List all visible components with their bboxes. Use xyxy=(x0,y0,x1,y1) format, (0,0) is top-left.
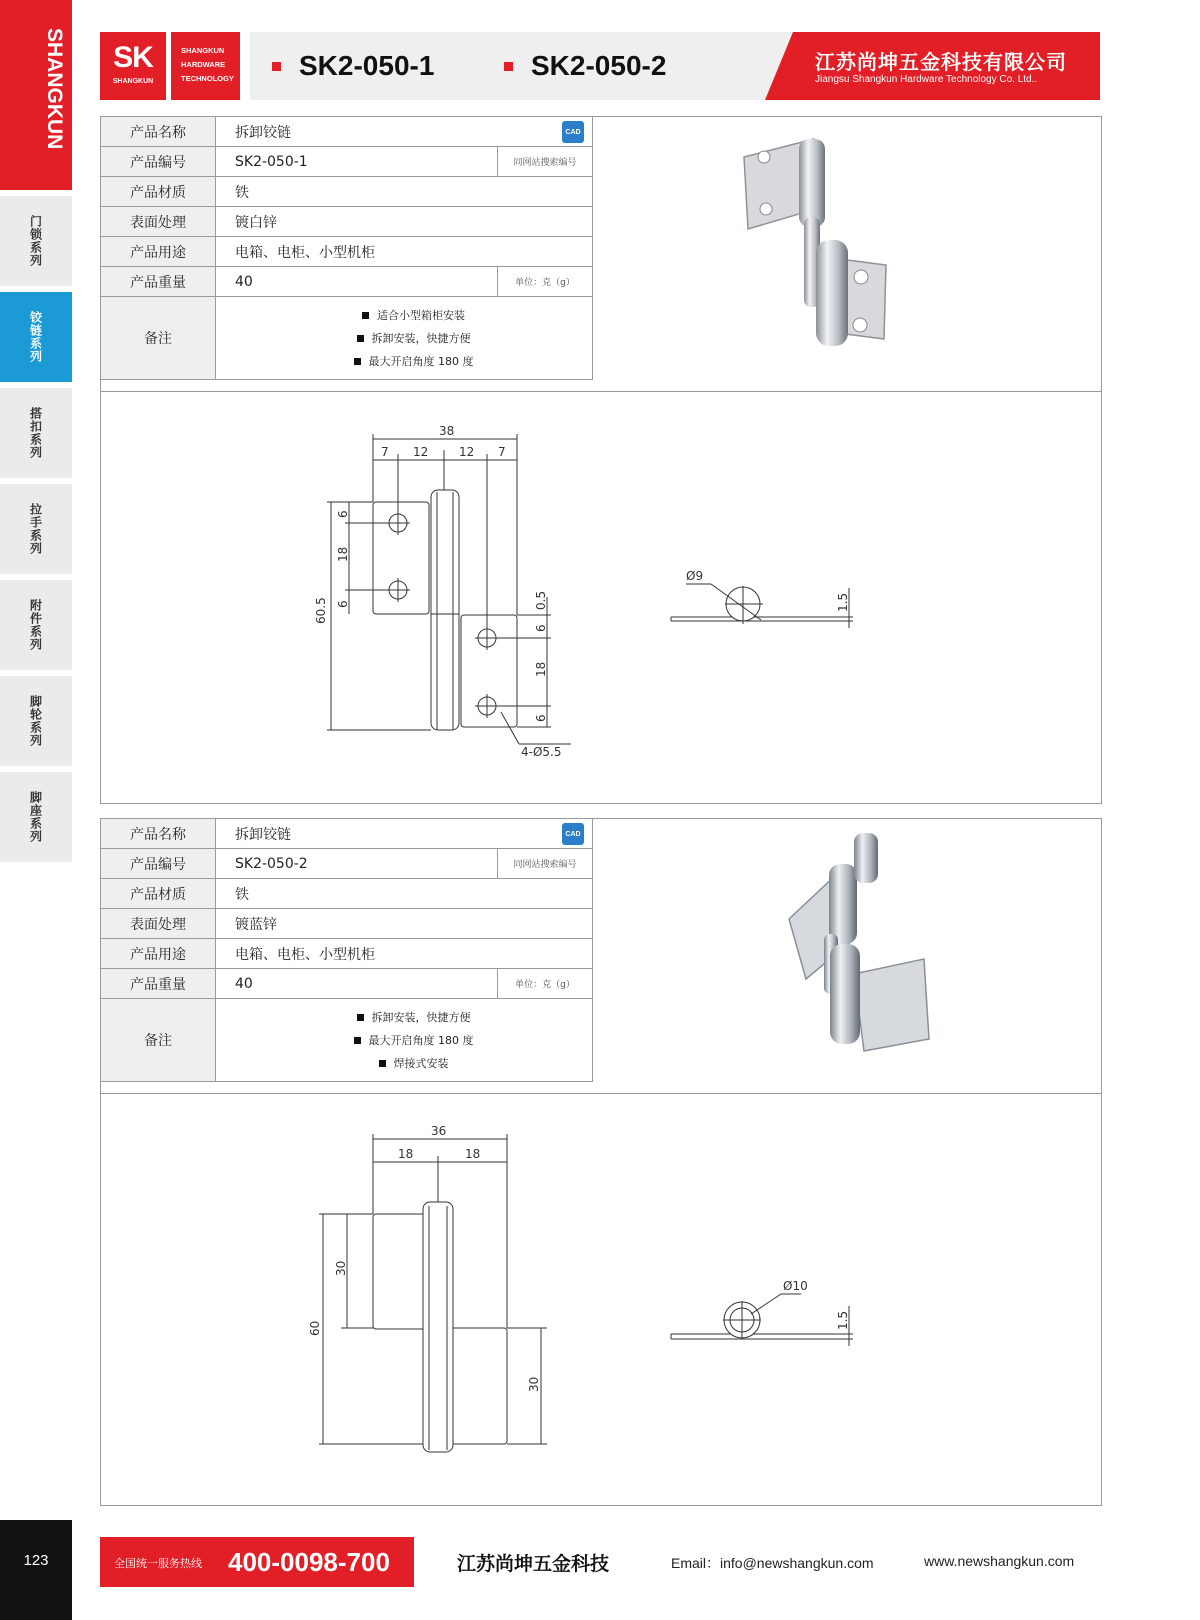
spec-key: 产品用途 xyxy=(101,939,216,968)
spec-value: 拆卸铰链 CAD xyxy=(216,819,592,848)
spec-key: 产品用途 xyxy=(101,237,216,266)
spec-row xyxy=(101,237,592,267)
sidebar-item-door-locks[interactable] xyxy=(0,196,72,286)
bullet-square-icon xyxy=(354,358,361,365)
spec-value: 40 xyxy=(235,273,253,290)
sidebar-item-label: 搭扣系列 xyxy=(28,407,43,459)
spec-value: 电箱、电柜、小型机柜 xyxy=(235,946,375,963)
hinge-photo-illustration xyxy=(594,117,1101,391)
sidebar-item-label: 附件系列 xyxy=(28,599,43,651)
dim-label: 1.5 xyxy=(836,1310,850,1330)
dim-label: 4-Ø5.5 xyxy=(521,745,562,759)
footer-company: 江苏尚坤五金科技 xyxy=(457,1553,610,1575)
spec-key: 备注 xyxy=(101,999,216,1081)
logo-line: TECHNOLOGY xyxy=(181,74,234,83)
dim-label: 30 xyxy=(334,1260,348,1276)
sidebar-item-label: 铰链系列 xyxy=(28,311,43,363)
dim-label: 6 xyxy=(336,510,350,518)
dim-label: 12 xyxy=(459,445,475,459)
notes-list xyxy=(216,297,592,379)
company-name-en: Jiangsu Shangkun Hardware Technology Co. Ltd.. xyxy=(815,74,1038,85)
sidebar-item-label: 脚座系列 xyxy=(28,791,43,843)
note-item: 最大开启角度 180 度 xyxy=(354,353,474,369)
spec-value: 镀白锌 xyxy=(235,214,277,231)
bullet-square-icon xyxy=(354,1037,361,1044)
spec-key: 产品名称 xyxy=(101,819,216,848)
bullet-square-icon xyxy=(272,62,281,71)
spec-row xyxy=(101,939,592,969)
sidebar-brand xyxy=(0,0,72,190)
dim-label: 18 xyxy=(534,661,548,677)
dim-label: Ø10 xyxy=(783,1279,808,1293)
dim-label: 12 xyxy=(413,445,429,459)
hinge-photo-illustration xyxy=(594,819,1101,1093)
bullet-square-icon xyxy=(357,335,364,342)
spec-row xyxy=(101,207,592,237)
spec-row xyxy=(101,267,592,297)
spec-row-notes xyxy=(101,297,592,379)
note-item: 拆卸安装，快捷方便 xyxy=(357,330,471,346)
spec-value: 40 xyxy=(235,975,253,992)
spec-key: 产品重量 xyxy=(101,267,216,296)
spec-key: 产品编号 xyxy=(101,147,216,176)
spec-aux: 单位：克（g） xyxy=(497,969,592,998)
dim-label: 60.5 xyxy=(314,597,328,624)
note-item: 最大开启角度 180 度 xyxy=(354,1032,474,1048)
sidebar-item-casters[interactable] xyxy=(0,676,72,766)
spec-value: 拆卸铰链 CAD xyxy=(216,117,592,146)
note-item: 拆卸安装，快捷方便 xyxy=(357,1009,471,1025)
product-code-heading: SK2-050-2 xyxy=(504,50,666,82)
page-number: 123 xyxy=(0,1520,72,1620)
sidebar-item-feet[interactable] xyxy=(0,772,72,862)
cad-download-icon[interactable]: CAD xyxy=(562,823,584,845)
bullet-square-icon xyxy=(379,1060,386,1067)
spec-value: 镀蓝锌 xyxy=(235,916,277,933)
logo-line: HARDWARE xyxy=(181,60,226,69)
spec-key: 表面处理 xyxy=(101,909,216,938)
cad-download-icon[interactable]: CAD xyxy=(562,121,584,143)
sidebar-item-label: 脚轮系列 xyxy=(28,695,43,747)
dim-label: 7 xyxy=(381,445,389,459)
dim-label: 36 xyxy=(431,1124,447,1138)
spec-table xyxy=(101,819,593,1082)
dim-label: 1.5 xyxy=(836,592,850,612)
note-item: 适合小型箱柜安装 xyxy=(362,307,465,323)
product-block-2 xyxy=(100,818,1102,1506)
hotline-label: 全国统一服务热线 xyxy=(114,1557,202,1570)
spec-value: SK2-050-2 xyxy=(235,855,308,872)
spec-row xyxy=(101,147,592,177)
dim-label: 6 xyxy=(336,600,350,608)
spec-key: 备注 xyxy=(101,297,216,379)
sidebar-item-label: 门锁系列 xyxy=(28,215,43,267)
drawing-svg xyxy=(101,392,1101,804)
spec-row xyxy=(101,849,592,879)
logo-mark: SK xyxy=(113,41,153,74)
spec-key: 产品重量 xyxy=(101,969,216,998)
product-code-heading: SK2-050-1 xyxy=(272,50,434,82)
dim-label: Ø9 xyxy=(686,569,704,583)
spec-value: SK2-050-1 xyxy=(235,153,308,170)
note-item: 焊接式安装 xyxy=(379,1055,449,1071)
sidebar-item-handles[interactable] xyxy=(0,484,72,574)
spec-value: 电箱、电柜、小型机柜 xyxy=(235,244,375,261)
sidebar-item-hasps[interactable] xyxy=(0,388,72,478)
spec-value: 铁 xyxy=(235,184,249,201)
dim-label: 6 xyxy=(534,624,548,632)
dim-label: 38 xyxy=(439,424,455,438)
spec-aux: 单位：克（g） xyxy=(497,267,592,296)
spec-row xyxy=(101,909,592,939)
dim-label: 18 xyxy=(465,1147,481,1161)
spec-table xyxy=(101,117,593,380)
logo-sub: SHANGKUN xyxy=(112,78,154,85)
spec-row xyxy=(101,177,592,207)
company-banner xyxy=(765,32,1100,100)
spec-row xyxy=(101,819,592,849)
product-photo xyxy=(594,819,1101,1093)
drawing-svg xyxy=(101,1094,1101,1506)
spec-key: 产品材质 xyxy=(101,879,216,908)
dim-label: 18 xyxy=(398,1147,414,1161)
technical-drawing xyxy=(101,391,1101,803)
hotline-number[interactable]: 400-0098-700 xyxy=(228,1547,390,1577)
sidebar-item-hinges[interactable] xyxy=(0,292,72,382)
brand-logo xyxy=(100,32,166,100)
spec-value: 铁 xyxy=(235,886,249,903)
product-photo xyxy=(594,117,1101,391)
spec-row xyxy=(101,969,592,999)
sidebar-item-accessories[interactable] xyxy=(0,580,72,670)
spec-key: 表面处理 xyxy=(101,207,216,236)
spec-row-notes xyxy=(101,999,592,1081)
bullet-square-icon xyxy=(504,62,513,71)
dim-label: 60 xyxy=(308,1320,322,1336)
bullet-square-icon xyxy=(357,1014,364,1021)
dim-label: 30 xyxy=(527,1376,541,1392)
hotline-banner xyxy=(100,1537,414,1587)
technical-drawing xyxy=(101,1093,1101,1505)
spec-aux: 同网站搜索编号 xyxy=(497,849,592,878)
sidebar-item-label: 拉手系列 xyxy=(28,503,43,555)
footer-email[interactable]: Email：info@newshangkun.com xyxy=(671,1555,874,1571)
spec-key: 产品名称 xyxy=(101,117,216,146)
spec-row xyxy=(101,879,592,909)
spec-key: 产品材质 xyxy=(101,177,216,206)
spec-row xyxy=(101,117,592,147)
bullet-square-icon xyxy=(362,312,369,319)
spec-key: 产品编号 xyxy=(101,849,216,878)
dim-label: 0.5 xyxy=(534,590,548,610)
dim-label: 7 xyxy=(498,445,506,459)
logo-text-block xyxy=(171,32,240,100)
logo-line: SHANGKUN xyxy=(181,46,225,55)
spec-aux: 同网站搜索编号 xyxy=(497,147,592,176)
sidebar-brand-text: SHANGKUN xyxy=(43,28,66,150)
company-name-cn: 江苏尚坤五金科技有限公司 xyxy=(815,50,1067,74)
dim-label: 18 xyxy=(336,546,350,562)
product-block-1 xyxy=(100,116,1102,804)
footer-website[interactable]: www.newshangkun.com xyxy=(924,1553,1075,1569)
notes-list xyxy=(216,999,592,1081)
dim-label: 6 xyxy=(534,714,548,722)
